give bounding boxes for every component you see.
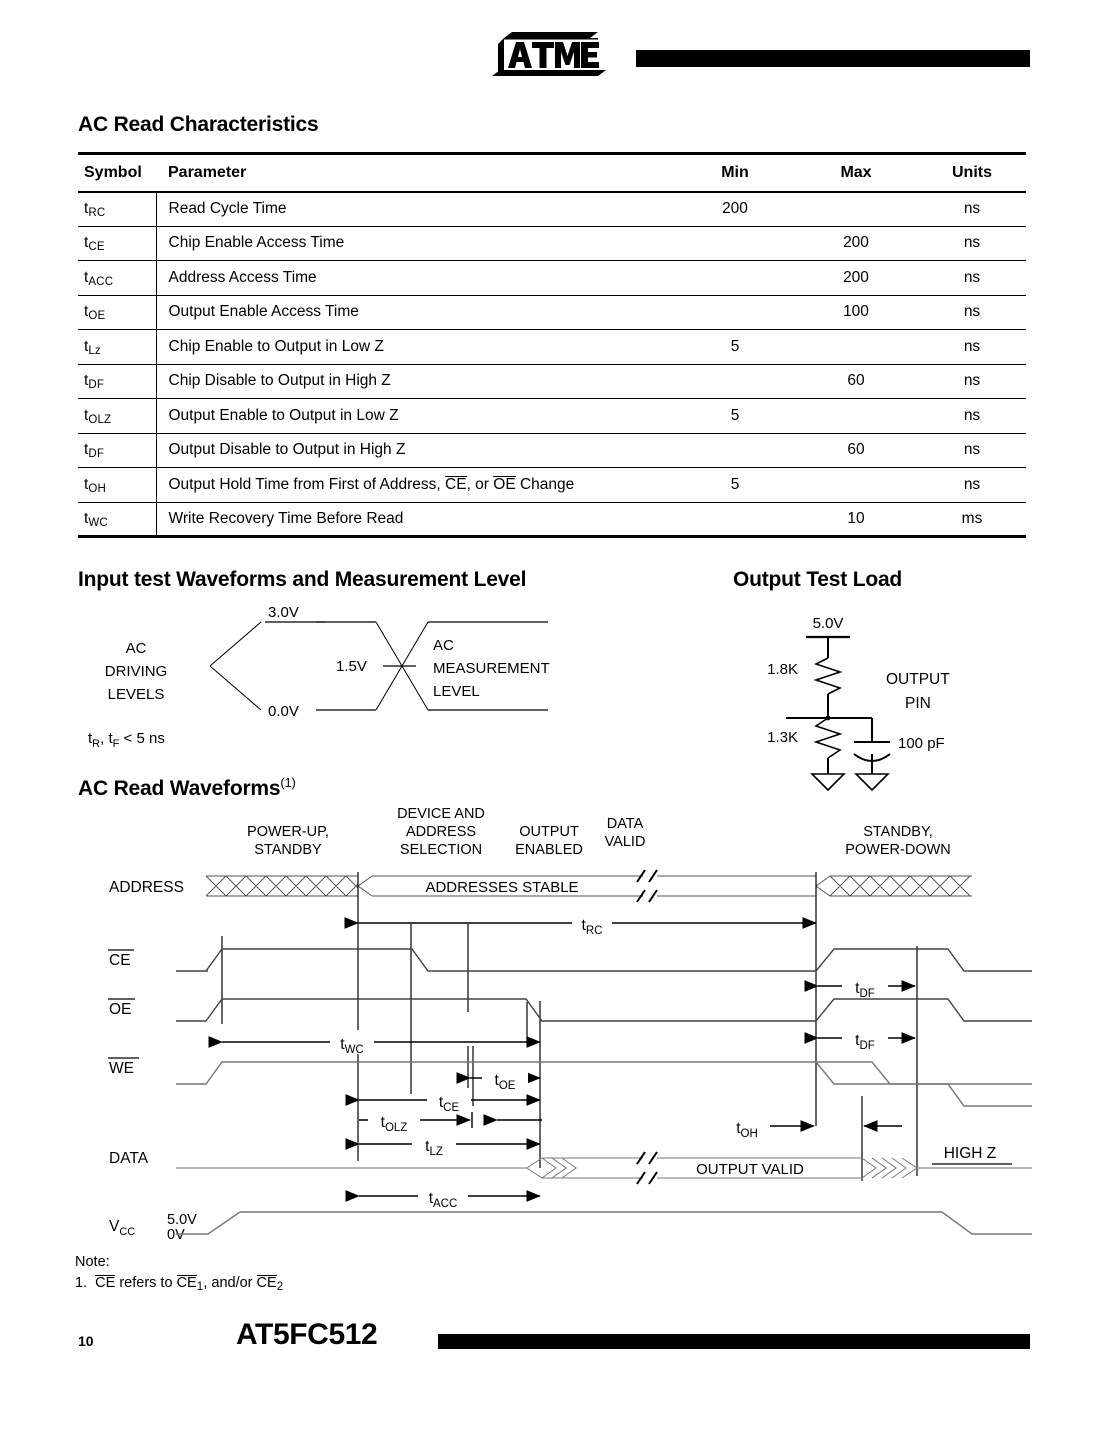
table-row <box>78 226 1026 261</box>
measurement-level-line1: AC <box>433 637 454 654</box>
svg-text:tCE: $t_{CE}$ <box>438 1094 460 1114</box>
signal-labels <box>108 879 197 1243</box>
section-title-ac-read-waveforms <box>78 775 296 801</box>
output-valid-label: OUTPUT VALID <box>696 1161 804 1178</box>
signal-label-oe <box>108 999 135 1018</box>
table-row <box>78 433 1026 468</box>
table-row <box>78 468 1026 503</box>
oe-overline: OE <box>493 475 516 493</box>
svg-text:tDF: $t_{DF}$ <box>855 1032 875 1052</box>
column-header-units: Units <box>952 163 992 181</box>
svg-text:tR, tF < 5 ns: $t_R$, $t_F < 5$ ns <box>88 730 165 750</box>
rise-fall-time-note <box>88 730 165 750</box>
table-row <box>78 502 1026 537</box>
footnote-item: 1. CE refers to $CE_1$, and/or $CE_2$ <box>75 1275 284 1294</box>
phase-label-selection-line1: DEVICE AND <box>397 806 485 822</box>
ce-waveform <box>176 949 1032 971</box>
cell-parameter: Output Enable to Output in Low Z <box>168 406 399 424</box>
svg-text:VCC: $V_{CC}$ <box>109 1218 136 1238</box>
cell-units: ns <box>963 475 981 493</box>
ac-read-characteristics-table <box>78 152 1026 538</box>
cell-max: 100 <box>843 303 869 321</box>
timing-tacc <box>359 1184 540 1210</box>
cell-max: 200 <box>843 268 869 286</box>
ground-symbol-left <box>812 774 844 790</box>
cell-min: 5 <box>730 337 740 355</box>
footnote-block <box>75 1252 283 1294</box>
phase-label-selection-line3: SELECTION <box>399 842 483 858</box>
atmel-logo <box>488 30 606 82</box>
column-header-parameter: Parameter <box>168 163 247 181</box>
footnote-ce-overline-2: CE <box>176 1275 197 1292</box>
cell-symbol: tRC <box>78 192 156 227</box>
phase-label-powerup-line2: STANDBY <box>254 842 322 858</box>
cell-symbol: tDF <box>78 433 156 468</box>
cell-max: 200 <box>843 234 869 252</box>
phase-label-output-enabled-line2: ENABLED <box>515 842 583 858</box>
phase-label-powerup-line1: POWER-UP, <box>247 824 329 840</box>
svg-text:tOH: $t_{OH}$ <box>736 1120 758 1140</box>
table-row <box>78 399 1026 434</box>
svg-text:OE: OE <box>109 1001 132 1018</box>
cell-units: ns <box>963 372 981 390</box>
ac-read-waveforms-text: AC Read Waveforms <box>78 777 281 800</box>
cell-units: ns <box>963 303 981 321</box>
vcc-low-label: 0V <box>167 1227 185 1243</box>
section-title-output-test-load: Output Test Load <box>733 568 903 591</box>
phase-label-selection-line2: ADDRESS <box>405 824 477 840</box>
input-test-waveform-diagram <box>78 600 638 785</box>
cell-units: ns <box>963 406 981 424</box>
address-waveform <box>206 870 972 902</box>
cell-units: ns <box>963 200 981 217</box>
cell-max <box>794 330 918 365</box>
cell-symbol: tDF <box>78 364 156 399</box>
timing-toh <box>724 1114 902 1140</box>
cell-symbol: tWC <box>78 502 156 537</box>
ground-symbol-right <box>856 774 888 790</box>
voltage-high-label: 3.0V <box>268 604 299 621</box>
footnote-marker: (1) <box>280 775 296 790</box>
cell-min: 5 <box>730 406 740 424</box>
column-header-max: Max <box>840 163 872 181</box>
timing-tdf-lower <box>818 1026 915 1052</box>
timing-guide-lines <box>222 872 917 1181</box>
output-pin-label-line2: PIN <box>905 695 931 712</box>
cell-parameter: Chip Disable to Output in High Z <box>168 372 391 390</box>
vcc-waveform <box>176 1212 1032 1234</box>
oe-waveform <box>176 999 1032 1021</box>
cell-parameter: Output Hold Time from First of Address, CE, or OE Change <box>168 475 575 493</box>
cell-min <box>676 433 794 468</box>
addresses-stable-label: ADDRESSES STABLE <box>425 879 579 896</box>
part-number: AT5FC512 <box>236 1318 378 1351</box>
signal-label-vcc <box>109 1218 135 1238</box>
cell-symbol: tLz <box>78 330 156 365</box>
supply-voltage-label: 5.0V <box>812 615 844 632</box>
table-row <box>78 261 1026 296</box>
ce-overline: CE <box>445 475 467 493</box>
footer-rule <box>438 1334 1030 1349</box>
cell-max: 10 <box>847 509 865 527</box>
svg-text:CE: CE <box>109 952 131 969</box>
vcc-high-label: 5.0V <box>167 1212 197 1228</box>
section-title-input-test-waveforms: Input test Waveforms and Measurement Level <box>78 568 527 591</box>
signal-label-we <box>108 1058 139 1077</box>
phase-label-standby-line1: STANDBY, <box>863 824 933 840</box>
driving-levels-line1: AC <box>125 640 147 657</box>
phase-label-data-valid-line1: DATA <box>606 816 644 832</box>
output-test-load-circuit <box>740 596 1030 796</box>
cell-max <box>794 399 918 434</box>
table-row <box>78 364 1026 399</box>
rise-fall-text: < 5 ns <box>123 730 165 747</box>
cell-symbol: tOLZ <box>78 399 156 434</box>
ac-read-waveform-diagram <box>72 806 1032 1246</box>
header-rule <box>636 50 1030 67</box>
cell-min <box>676 226 794 261</box>
data-waveform <box>176 1145 1032 1184</box>
cell-min <box>676 261 794 296</box>
cell-max: 60 <box>847 372 865 390</box>
svg-text:tLZ: $t_{LZ}$ <box>425 1138 443 1158</box>
page-number: 10 <box>78 1333 94 1349</box>
capacitor-label: 100 pF <box>898 735 945 752</box>
phase-labels <box>247 806 951 858</box>
we-waveform-tail <box>816 1062 1032 1084</box>
cell-min <box>676 364 794 399</box>
footnote-ce-overline-3: CE <box>256 1275 277 1292</box>
timing-tlz <box>359 1132 540 1158</box>
voltage-mid-label: 1.5V <box>336 658 367 675</box>
voltage-low-label: 0.0V <box>268 703 299 720</box>
pulldown-resistor-label: 1.3K <box>767 729 798 746</box>
measurement-level-line3: LEVEL <box>433 683 480 700</box>
output-pin-label-line1: OUTPUT <box>886 671 950 688</box>
cell-symbol: tCE <box>78 226 156 261</box>
pullup-resistor-label: 1.8K <box>767 661 798 678</box>
cell-symbol: tACC <box>78 261 156 296</box>
cell-min: 200 <box>722 200 748 217</box>
signal-label-data: DATA <box>109 1150 149 1167</box>
cell-units: ns <box>963 234 981 252</box>
page-header <box>0 0 1105 92</box>
cell-min <box>676 295 794 330</box>
measurement-level-line2: MEASUREMENT <box>433 660 550 677</box>
svg-text:tWC: $t_{WC}$ <box>340 1036 364 1056</box>
cell-units: ns <box>963 337 981 355</box>
cell-units: ns <box>963 441 981 459</box>
table-header-row <box>78 154 1026 192</box>
driving-levels-line3: LEVELS <box>107 686 165 703</box>
cell-min: 5 <box>730 475 740 493</box>
cell-parameter: Output Enable Access Time <box>168 303 359 321</box>
svg-text:tACC: $t_{ACC}$ <box>428 1190 458 1210</box>
cell-parameter: Write Recovery Time Before Read <box>168 509 404 527</box>
cell-parameter: Chip Enable to Output in Low Z <box>168 337 384 355</box>
cell-symbol: tOH <box>78 468 156 503</box>
phase-label-standby-line2: POWER-DOWN <box>845 842 951 858</box>
timing-trc <box>358 912 816 937</box>
cell-max <box>794 192 918 227</box>
cell-parameter: Output Disable to Output in High Z <box>168 441 406 459</box>
svg-text:tDF: $t_{DF}$ <box>855 980 875 1000</box>
cell-parameter: Read Cycle Time <box>168 200 287 217</box>
signal-label-ce <box>108 950 134 969</box>
column-header-symbol: Symbol <box>84 163 142 181</box>
table-row <box>78 295 1026 330</box>
timing-tdf-upper <box>818 974 915 1000</box>
cell-symbol: tOE <box>78 295 156 330</box>
cell-max <box>794 468 918 503</box>
footnote-ce-overline-1: CE <box>95 1275 116 1292</box>
svg-text:tOLZ: $t_{OLZ}$ <box>380 1114 408 1134</box>
cell-parameter: Chip Enable Access Time <box>168 234 345 252</box>
signal-label-address: ADDRESS <box>109 879 184 896</box>
timing-twc <box>222 1030 540 1056</box>
page-title-ac-read-characteristics: AC Read Characteristics <box>78 113 319 136</box>
table-row <box>78 330 1026 365</box>
cell-min <box>676 502 794 537</box>
svg-text:tOE: $t_{OE}$ <box>494 1072 516 1092</box>
cell-units: ms <box>961 509 983 527</box>
svg-text:tRC: $t_{RC}$ <box>581 917 603 937</box>
high-z-label: HIGH Z <box>943 1145 997 1162</box>
svg-text:WE: WE <box>109 1060 134 1077</box>
cell-max: 60 <box>847 441 865 459</box>
timing-toe <box>470 1066 540 1092</box>
driving-levels-line2: DRIVING <box>104 663 168 680</box>
phase-label-output-enabled-line1: OUTPUT <box>519 824 579 840</box>
cell-units: ns <box>963 268 981 286</box>
phase-label-data-valid-line2: VALID <box>604 834 646 850</box>
footnote-title: Note: <box>75 1254 110 1270</box>
column-header-min: Min <box>721 163 749 181</box>
table-row <box>78 192 1026 227</box>
cell-parameter: Address Access Time <box>168 268 317 286</box>
